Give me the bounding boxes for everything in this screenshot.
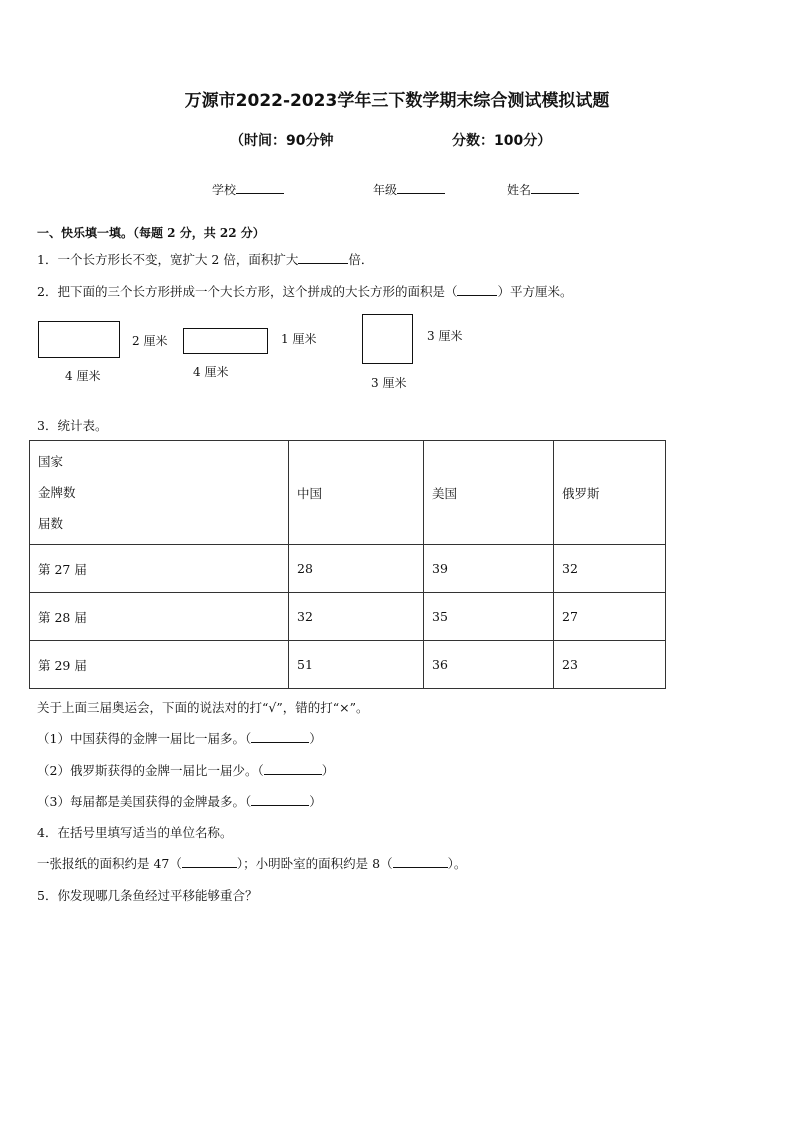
- diagonal-header-cell: [30, 441, 289, 545]
- header-country: 国家: [38, 454, 64, 469]
- rectangle-2: [183, 328, 268, 354]
- question-3-intro: 3．统计表。: [37, 418, 108, 433]
- school-field: [212, 181, 284, 198]
- q1-text-b: 倍．: [348, 252, 374, 267]
- q3-item-1-blank[interactable]: [251, 730, 309, 743]
- question-2: [37, 282, 572, 300]
- q3-instruction: 关于上面三届奥运会，下面的说法对的打“√”，错的打“×”。: [37, 700, 369, 715]
- rect3-height-label: 3 厘米: [427, 329, 463, 343]
- row-label: 第 27 届: [30, 545, 289, 593]
- table-row: [30, 641, 666, 689]
- grade-field: [373, 181, 445, 198]
- q2-text-b: ）平方厘米。: [497, 284, 573, 299]
- q4-text-a: 一张报纸的面积约是 47（: [37, 856, 182, 871]
- table-cell: 39: [424, 545, 554, 593]
- question-5: 5．你发现哪几条鱼经过平移能够重合？: [37, 888, 258, 903]
- exam-score: 分数：100分）: [452, 133, 552, 149]
- name-field: [507, 181, 579, 198]
- table-cell: 27: [554, 593, 666, 641]
- table-header-row: [30, 441, 666, 545]
- table-row: [30, 593, 666, 641]
- table-row: [30, 545, 666, 593]
- rect3-width-label: 3 厘米: [371, 376, 407, 390]
- q4-text-c: ）。: [447, 856, 467, 871]
- table-cell: 28: [289, 545, 424, 593]
- header-edition: 届数: [38, 516, 64, 531]
- q4-text-b: ）；小明卧室的面积约是 8（: [236, 856, 393, 871]
- table-cell: 32: [289, 593, 424, 641]
- school-label: 学校: [212, 183, 237, 197]
- q4-blank-1[interactable]: [182, 855, 237, 868]
- rect1-height-label: 2 厘米: [132, 334, 168, 348]
- q3-item-3-close: ）: [309, 794, 322, 809]
- grade-label: 年级: [373, 183, 398, 197]
- column-header: 俄罗斯: [554, 441, 666, 545]
- question-4-body: [37, 854, 466, 872]
- question-4-intro: 4．在括号里填写适当的单位名称。: [37, 825, 233, 840]
- header-medals: 金牌数: [38, 485, 76, 500]
- q3-item-1-text: （1）中国获得的金牌一届比一届多。（: [37, 731, 252, 746]
- table-cell: 23: [554, 641, 666, 689]
- rectangle-3: [362, 314, 413, 364]
- q3-item-2-blank[interactable]: [264, 762, 322, 775]
- question-1: [37, 250, 373, 268]
- q3-item-3-blank[interactable]: [251, 793, 309, 806]
- row-label: 第 28 届: [30, 593, 289, 641]
- page-title: 万源市2022-2023学年三下数学期末综合测试模拟试题: [184, 91, 610, 111]
- table-cell: 35: [424, 593, 554, 641]
- name-label: 姓名: [507, 183, 532, 197]
- grade-blank[interactable]: [397, 181, 445, 194]
- rect2-width-label: 4 厘米: [193, 365, 229, 379]
- rectangle-1: [38, 321, 120, 358]
- table-cell: 51: [289, 641, 424, 689]
- rect1-width-label: 4 厘米: [65, 369, 101, 383]
- section-heading: 一、快乐填一填。（每题 2 分，共 22 分）: [37, 226, 265, 240]
- row-label: 第 29 届: [30, 641, 289, 689]
- q3-item-3-text: （3）每届都是美国获得的金牌最多。（: [37, 794, 252, 809]
- column-header: 中国: [289, 441, 424, 545]
- table-cell: 32: [554, 545, 666, 593]
- q3-item-1: [37, 729, 322, 747]
- q3-item-1-close: ）: [309, 731, 322, 746]
- school-blank[interactable]: [236, 181, 284, 194]
- q2-text-a: 2．把下面的三个长方形拼成一个大长方形，这个拼成的大长方形的面积是（: [37, 284, 458, 299]
- q4-blank-2[interactable]: [393, 855, 448, 868]
- rect2-height-label: 1 厘米: [281, 332, 317, 346]
- medal-table: [29, 440, 666, 689]
- q1-text-a: 1．一个长方形长不变，宽扩大 2 倍，面积扩大: [37, 252, 299, 267]
- name-blank[interactable]: [531, 181, 579, 194]
- table-cell: 36: [424, 641, 554, 689]
- exam-time: （时间：90分钟: [230, 133, 334, 149]
- q2-answer-blank[interactable]: [457, 283, 497, 296]
- q3-item-2: [37, 761, 334, 779]
- q3-item-3: [37, 792, 322, 810]
- column-header: 美国: [424, 441, 554, 545]
- q3-item-2-close: ）: [321, 763, 335, 778]
- q3-item-2-text: （2）俄罗斯获得的金牌一届比一届少。（: [37, 763, 264, 778]
- q1-answer-blank[interactable]: [298, 251, 348, 264]
